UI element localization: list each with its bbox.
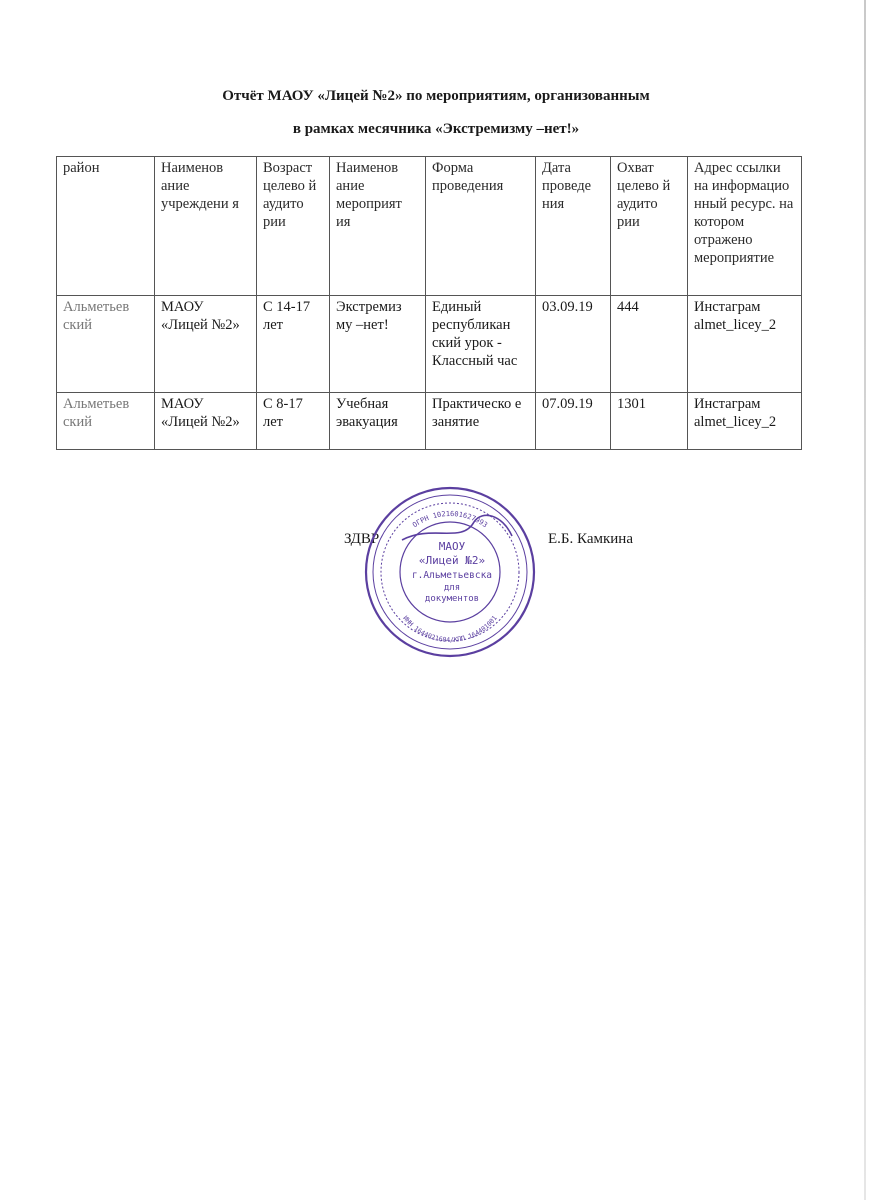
page-edge — [864, 0, 866, 1200]
signatory-name: Е.Б. Камкина — [548, 531, 633, 547]
table-cell: Инстаграм almet_licey_2 — [688, 393, 802, 450]
stamp-line-name: «Лицей №2» — [418, 554, 486, 567]
table-cell: 07.09.19 — [536, 393, 611, 450]
table-cell: Практическо е занятие — [426, 393, 536, 450]
report-table — [56, 156, 802, 450]
stamp-line-city: г.Альметьевска — [411, 570, 493, 581]
stamp-top-number: ОГРН 1021601627993 — [411, 509, 489, 530]
table-cell: 03.09.19 — [536, 296, 611, 393]
document-title-line1: Отчёт МАОУ «Лицей №2» по мероприятиям, организованным — [222, 88, 650, 104]
header-cell: Возраст целево й аудито рии — [257, 157, 330, 296]
table-cell: С 8-17 лет — [257, 393, 330, 450]
table-cell: Экстремиз му –нет! — [330, 296, 426, 393]
stamp-line-docs: документов — [424, 594, 480, 604]
table-cell: Инстаграм almet_licey_2 — [688, 296, 802, 393]
table-cell: МАОУ «Лицей №2» — [155, 296, 257, 393]
table-header-row — [57, 157, 802, 296]
header-cell: Охват целево й аудито рии — [611, 157, 688, 296]
table-cell: 444 — [611, 296, 688, 393]
table-cell: МАОУ «Лицей №2» — [155, 393, 257, 450]
header-cell: Наименов ание мероприят ия — [330, 157, 426, 296]
table-cell: Единый республикан ский урок - Классный час — [426, 296, 536, 393]
header-cell: Наименов ание учреждени я — [155, 157, 257, 296]
official-stamp — [362, 484, 538, 660]
stamp-bottom-number: ИНН 1644021604/КПП 164401001 — [401, 614, 499, 645]
header-cell: Адрес ссылки на информацио нный ресурс. на котором отражено мероприятие — [688, 157, 802, 296]
stamp-line-for: для — [443, 583, 461, 593]
table-cell: Альметьев ский — [57, 393, 155, 450]
header-cell: Форма проведения — [426, 157, 536, 296]
header-cell: район — [57, 157, 155, 296]
table-row — [57, 393, 802, 450]
table-cell: Учебная эвакуация — [330, 393, 426, 450]
table-cell: 1301 — [611, 393, 688, 450]
document-title-line2: в рамках месячника «Экстремизму –нет!» — [292, 121, 580, 137]
table-cell: Альметьев ский — [57, 296, 155, 393]
header-cell: Дата проведе ния — [536, 157, 611, 296]
stamp-line-org: МАОУ — [438, 540, 466, 553]
signatory-position: ЗДВР — [344, 531, 380, 547]
table-cell: С 14-17 лет — [257, 296, 330, 393]
table-row — [57, 296, 802, 393]
